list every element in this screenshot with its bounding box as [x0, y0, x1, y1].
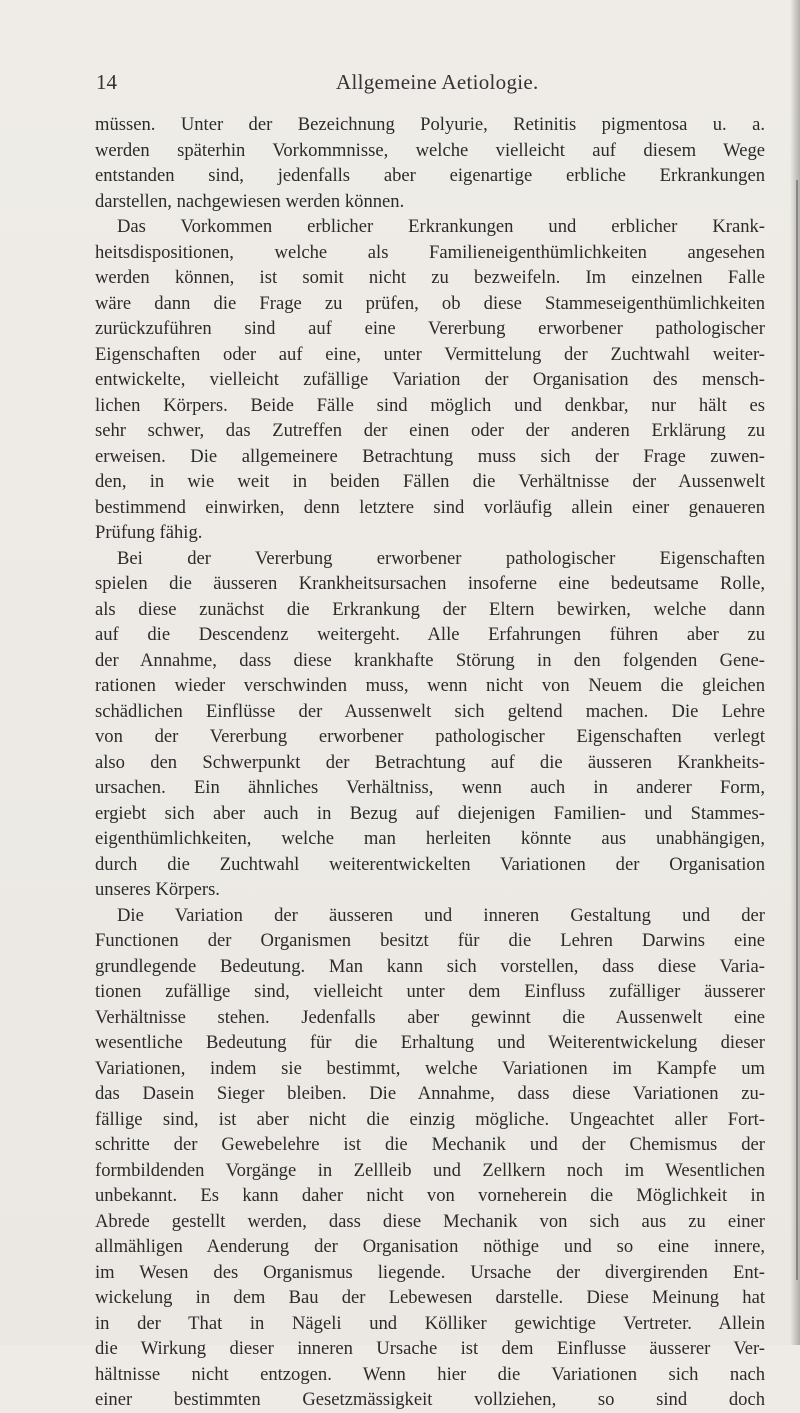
- text-line: unseres Körpers.: [95, 879, 220, 900]
- text-line: sehr schwer, das Zutreffen der einen oder der anderen Erklärung zu: [95, 420, 765, 441]
- text-line: Bei der Vererbung erworbener pathologischer Eigenschaften: [117, 547, 765, 569]
- text-line: den, in wie weit in beiden Fällen die Verhältnisse der Aussenwelt: [95, 471, 765, 492]
- text-line: heitsdispositionen, welche als Familieneigenthümlichkeiten angesehen: [95, 241, 765, 263]
- text-line: die Wirkung dieser inneren Ursache ist dem Einflusse äusserer Ver-: [95, 1338, 765, 1359]
- text-line: schädlichen Einflüsse der Aussenwelt sich geltend machen. Die Lehre: [95, 700, 765, 722]
- text-line: bestimmend einwirken, denn letztere sind vorläufig allein einer genaueren: [95, 496, 765, 518]
- text-line: Das Vorkommen erblicher Erkrankungen und erblicher Krank-: [117, 216, 765, 237]
- text-line: schritte der Gewebelehre ist die Mechanik und der Chemismus der: [95, 1134, 765, 1155]
- text-line: zurückzuführen sind auf eine Vererbung erworbener pathologischer: [95, 318, 765, 339]
- text-line: rationen wieder verschwinden muss, wenn nicht von Neuem die gleichen: [95, 675, 765, 696]
- text-line: werden können, ist somit nicht zu bezweifeln. Im einzelnen Falle: [95, 267, 765, 288]
- text-line: Functionen der Organismen besitzt für die Lehren Darwins eine: [95, 930, 765, 951]
- text-line: von der Vererbung erworbener pathologischer Eigenschaften verlegt: [95, 726, 765, 747]
- text-line: wäre dann die Frage zu prüfen, ob diese Stammeseigenthümlichkeiten: [95, 292, 765, 314]
- text-line: eigenthümlichkeiten, welche man herleiten könnte aus unabhängigen,: [95, 828, 765, 849]
- text-line: wickelung in dem Bau der Lebewesen darstelle. Diese Meinung hat: [95, 1287, 765, 1308]
- text-line: darstellen, nachgewiesen werden können.: [95, 190, 405, 212]
- text-line: als diese zunächst die Erkrankung der Eltern bewirken, welche dann: [95, 598, 765, 620]
- text-line: einer bestimmten Gesetzmässigkeit vollziehen, so sind doch: [95, 1389, 765, 1410]
- text-line: Verhältnisse stehen. Jedenfalls aber gewinnt die Aussenwelt eine: [95, 1006, 765, 1028]
- text-line: Die Variation der äusseren und inneren Gestaltung und der: [117, 904, 765, 926]
- running-head-title: Allgemeine Aetiologie.: [336, 70, 539, 94]
- text-line: in der That in Nägeli und Kölliker gewichtige Vertreter. Allein: [95, 1312, 765, 1334]
- text-line: tionen zufällige sind, vielleicht unter dem Einfluss zufälliger äusserer: [95, 981, 765, 1002]
- text-line: fällige sind, ist aber nicht die einzig mögliche. Ungeachtet aller Fort-: [95, 1108, 765, 1130]
- text-line: entstanden sind, jedenfalls aber eigenartige erbliche Erkrankungen: [95, 165, 765, 186]
- text-line: ursachen. Ein ähnliches Verhältniss, wenn auch in anderer Form,: [95, 777, 765, 798]
- text-line: Eigenschaften oder auf eine, unter Vermittelung der Zuchtwahl weiter-: [95, 343, 765, 365]
- text-line: durch die Zuchtwahl weiterentwickelten Variationen der Organisation: [95, 853, 765, 875]
- text-line: lichen Körpers. Beide Fälle sind möglich und denkbar, nur hält es: [95, 394, 765, 416]
- text-line: müssen. Unter der Bezeichnung Polyurie, Retinitis pigmentosa u. a.: [95, 114, 765, 135]
- text-line: allmähligen Aenderung der Organisation nöthige und so eine innere,: [95, 1236, 765, 1257]
- running-head: [0, 70, 800, 100]
- text-line: wesentliche Bedeutung für die Erhaltung und Weiterentwickelung dieser: [95, 1032, 765, 1053]
- text-line: der Annahme, dass diese krankhafte Störung in den folgenden Gene-: [95, 649, 765, 671]
- text-line: auf die Descendenz weitergeht. Alle Erfahrungen führen aber zu: [95, 624, 765, 645]
- text-line: also den Schwerpunkt der Betrachtung auf die äusseren Krankheits-: [95, 751, 765, 773]
- page-edge-shadow: [790, 0, 800, 1345]
- text-line: ergiebt sich aber auch in Bezug auf diejenigen Familien- und Stammes-: [95, 802, 765, 824]
- body-text: [95, 112, 765, 1413]
- text-line: werden späterhin Vorkommnisse, welche vielleicht auf diesem Wege: [95, 139, 765, 161]
- text-line: im Wesen des Organismus liegende. Ursache der divergirenden Ent-: [95, 1261, 765, 1283]
- page-number: 14: [96, 70, 117, 94]
- text-line: formbildenden Vorgänge in Zellleib und Zellkern noch im Wesentlichen: [95, 1159, 765, 1181]
- text-line: Variationen, indem sie bestimmt, welche Variationen im Kampfe um: [95, 1057, 765, 1079]
- text-line: spielen die äusseren Krankheitsursachen insoferne eine bedeutsame Rolle,: [95, 573, 765, 594]
- text-line: grundlegende Bedeutung. Man kann sich vorstellen, dass diese Varia-: [95, 955, 765, 977]
- text-line: unbekannt. Es kann daher nicht von vorneherein die Möglichkeit in: [95, 1185, 765, 1206]
- text-line: Abrede gestellt werden, dass diese Mechanik von sich aus zu einer: [95, 1210, 765, 1232]
- text-line: entwickelte, vielleicht zufällige Variation der Organisation des mensch-: [95, 369, 765, 390]
- text-line: hältnisse nicht entzogen. Wenn hier die Variationen sich nach: [95, 1363, 765, 1385]
- text-line: das Dasein Sieger bleiben. Die Annahme, dass diese Variationen zu-: [95, 1083, 765, 1104]
- text-line: erweisen. Die allgemeinere Betrachtung muss sich der Frage zuwen-: [95, 445, 765, 467]
- text-line: Prüfung fähig.: [95, 522, 203, 543]
